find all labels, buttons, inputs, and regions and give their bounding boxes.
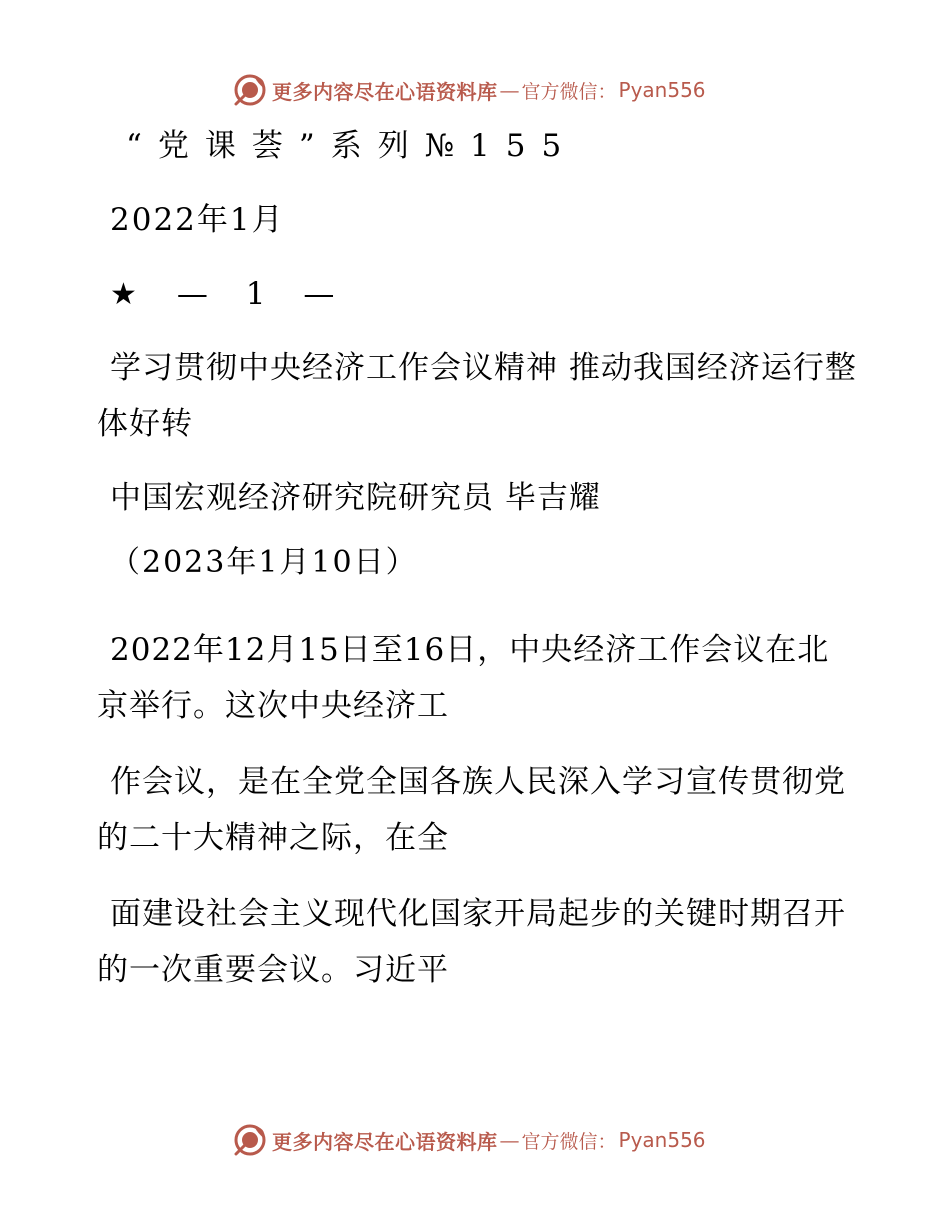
issue-date: 2022年1月 <box>110 202 285 238</box>
body-paragraph: 2022年12月15日至16日，中央经济工作会议在北京举行。这次中央经济工 <box>97 632 830 724</box>
banner-wechat-label: 官方微信： <box>521 1130 617 1153</box>
article-author: 中国宏观经济研究院研究员 毕吉耀 <box>110 480 601 516</box>
footer-banner <box>232 1122 706 1158</box>
banner-text: 更多内容尽在心语资料库 <box>272 1129 498 1154</box>
header-banner <box>232 72 706 108</box>
body-paragraph: 作会议，是在全党全国各族人民深入学习宣传贯彻党的二十大精神之际，在全 <box>97 764 846 856</box>
banner-text: 更多内容尽在心语资料库 <box>272 79 498 104</box>
star-icon: ★ <box>110 276 137 312</box>
page-mark: — 1 — <box>176 276 349 312</box>
banner-dash: — <box>499 78 520 102</box>
banner-wechat-id: Pyan556 <box>618 1128 706 1152</box>
quill-logo-icon <box>232 72 268 108</box>
article-title: 学习贯彻中央经济工作会议精神 推动我国经济运行整体好转 <box>97 350 857 442</box>
article-date: （2023年1月10日） <box>110 545 418 580</box>
body-paragraph: 面建设社会主义现代化国家开局起步的关键时期召开的一次重要会议。习近平 <box>97 896 846 988</box>
banner-wechat-label: 官方微信： <box>521 80 617 103</box>
series-line: “党课荟”系列№155 <box>126 128 578 164</box>
star-line <box>110 276 349 312</box>
quill-logo-icon <box>232 1122 268 1158</box>
banner-wechat-id: Pyan556 <box>618 78 706 102</box>
banner-dash: — <box>499 1128 520 1152</box>
